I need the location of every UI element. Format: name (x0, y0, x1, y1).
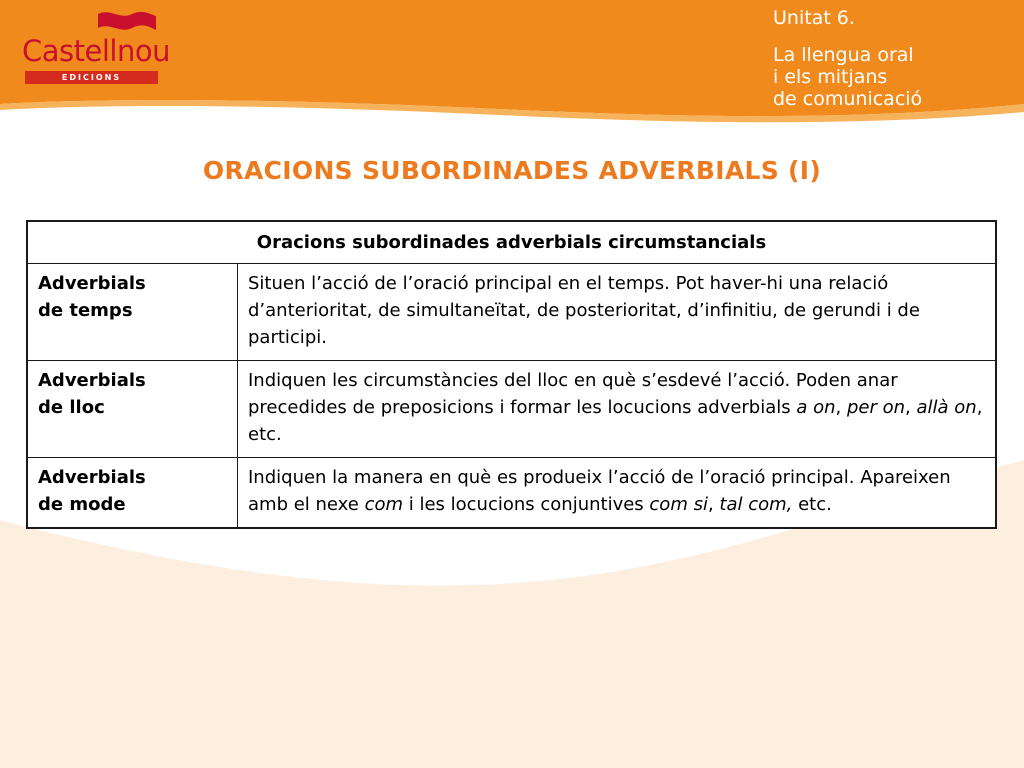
row-label-line: Adverbials (38, 273, 146, 294)
unit-info (773, 7, 922, 110)
row-label-line: de lloc (38, 397, 105, 418)
row-label (27, 264, 238, 361)
table-header-row (27, 221, 996, 264)
italic-term: a on (796, 397, 836, 418)
row-description (238, 264, 997, 361)
description-text: , (707, 494, 720, 515)
unit-title-line: i els mitjans (773, 66, 888, 88)
table-row (27, 458, 996, 529)
row-description (238, 361, 997, 458)
unit-title-line: La llengua oral (773, 44, 914, 66)
row-label-line: de temps (38, 300, 133, 321)
description-text: Indiquen la manera en què es produeix l’acció de l’oració principal. Apareixen amb el nexe (248, 467, 951, 515)
description-text: , (835, 397, 847, 418)
table-row (27, 361, 996, 458)
page-title: ORACIONS SUBORDINADES ADVERBIALS (I) (202, 156, 822, 185)
italic-term: com si (649, 494, 708, 515)
description-text: Indiquen les circumstàncies del lloc en què s’esdevé l’acció. Poden anar precedides de preposicions i formar les locucions adverbials (248, 370, 898, 418)
description-text: i les locucions conjuntives (403, 494, 650, 515)
brand-subtitle: EDICIONS (25, 71, 158, 84)
description-text: Situen l’acció de l’oració principal en el temps. Pot haver-hi una relació d’anterioritat, de simultaneïtat, de posterioritat, d’infinitiu, de gerundi i de participi. (248, 273, 920, 348)
row-description (238, 458, 997, 529)
unit-title-line: de comunicació (773, 88, 923, 110)
adverbials-table (26, 220, 997, 529)
italic-term: allà on (916, 397, 977, 418)
brand-name: Castellnou (22, 34, 170, 68)
description-text: , (905, 397, 917, 418)
unit-title (773, 44, 922, 110)
row-label-line: Adverbials (38, 370, 146, 391)
row-label-line: Adverbials (38, 467, 146, 488)
row-label (27, 361, 238, 458)
description-text: etc. (792, 494, 832, 515)
table-header: Oracions subordinades adverbials circumstancials (27, 221, 996, 264)
italic-term: com (364, 494, 404, 515)
row-label-line: de mode (38, 494, 126, 515)
table-row (27, 264, 996, 361)
italic-term: tal com, (719, 494, 793, 515)
description-text: , etc. (248, 397, 983, 445)
castellnou-logo (22, 10, 170, 82)
unit-number: Unitat 6. (773, 7, 855, 29)
row-label (27, 458, 238, 529)
italic-term: per on (847, 397, 906, 418)
